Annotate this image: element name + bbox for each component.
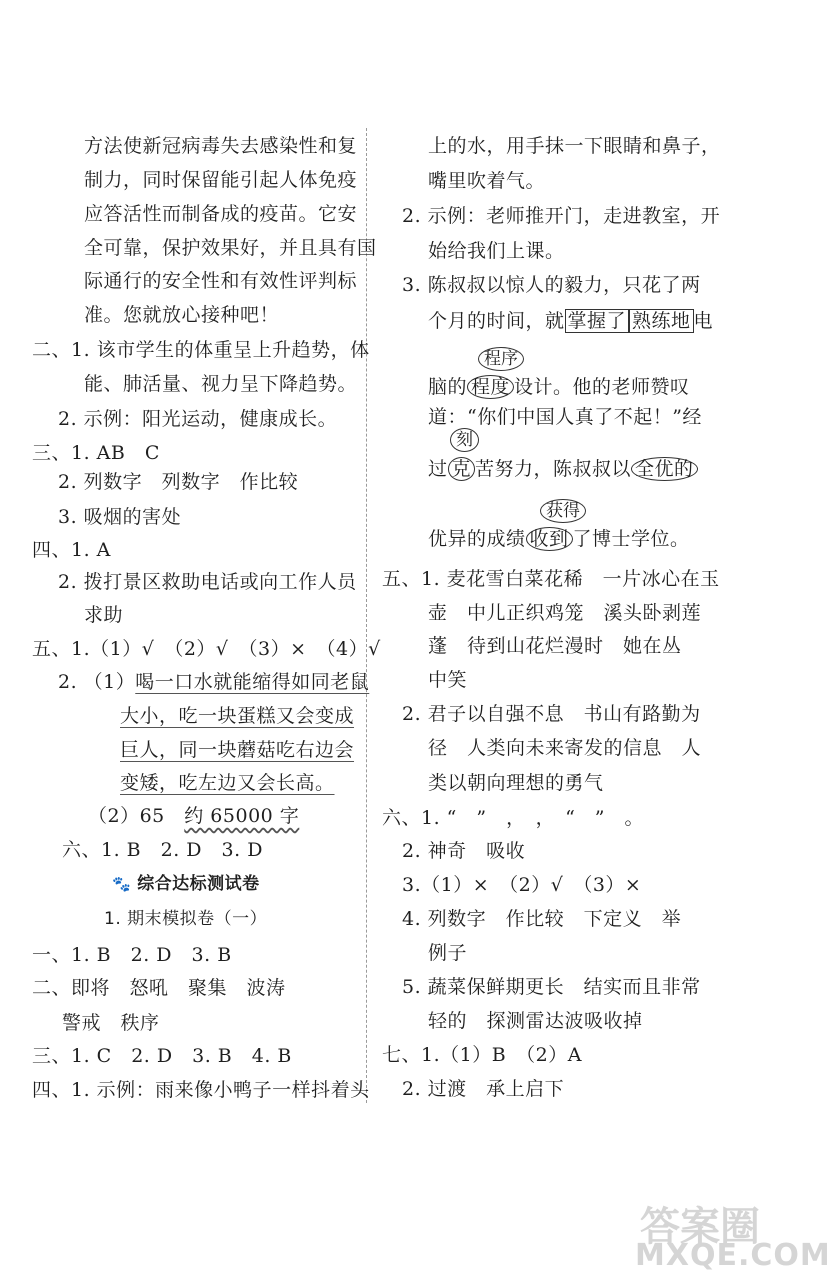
answer-line: 过 克 苦努力，陈叔叔以 全优的: [428, 456, 698, 482]
underlined-answer: 喝一口水就能缩得如同老鼠: [135, 671, 370, 693]
answer-part: （2）65: [88, 805, 185, 827]
answer-line: 嘴里吹着气。: [428, 170, 546, 192]
section-title: 🐾 综合达标测试卷: [112, 874, 260, 894]
answer-line: 警戒 秩序: [62, 1012, 160, 1034]
answer-line: 轻的 探测雷达波吸收掉: [428, 1010, 643, 1032]
answer-line: 能、肺活量、视力呈下降趋势。: [84, 373, 358, 395]
answer-line: 五、1. 麦花雪白菜花稀 一片冰心在玉: [382, 568, 720, 590]
circled-word: 全优的: [631, 457, 698, 481]
answer-line: 2. 神奇 吸收: [402, 840, 526, 862]
answer-line: 六、1. “ ” ， ， “ ” 。: [382, 807, 645, 829]
answer-line: 2. 示例：老师推开门，走进教室，开: [402, 205, 721, 227]
circled-word: 程度: [467, 375, 514, 399]
answer-line: 2. 示例：阳光运动，健康成长。: [58, 408, 338, 430]
underlined-answer: 变矮，吃左边又会长高。: [120, 772, 335, 794]
boxed-word: 熟练地: [629, 309, 694, 333]
answer-line: 个月的时间，就 掌握了 熟练地 电: [428, 310, 714, 332]
answer-line: 上的水，用手抹一下眼睛和鼻子，: [428, 135, 721, 157]
answer-line: 一、1. B 2. D 3. B: [32, 944, 232, 966]
answer-line: 三、1. C 2. D 3. B 4. B: [32, 1045, 292, 1067]
item-number: 2. （1）: [58, 671, 136, 693]
answer-line: 四、1. 示例：雨来像小鸭子一样抖着头: [32, 1079, 370, 1101]
circled-word: 克: [448, 457, 476, 481]
answer-line: [58, 669, 369, 695]
answer-line: 求助: [84, 604, 124, 626]
answer-line: 始给我们上课。: [428, 240, 565, 262]
watermark-logo: 答案圈: [640, 1204, 760, 1250]
answer-line: 际通行的安全性和有效性评判标: [84, 270, 358, 292]
answer-line: 2. 君子以自强不息 书山有路勤为: [402, 703, 701, 725]
boxed-word: 掌握了: [565, 309, 630, 333]
correction-annotation: 获得: [540, 499, 586, 523]
answer-line: 3. 陈叔叔以惊人的毅力，只花了两: [402, 274, 701, 296]
underlined-answer: 巨人，同一块蘑菇吃右边会: [120, 739, 355, 761]
answer-line: 例子: [428, 942, 468, 964]
answer-line: 4. 列数字 作比较 下定义 举: [402, 908, 682, 930]
answer-line: 道：“你们中国人真了不起！”经: [428, 406, 702, 428]
answer-line: 方法使新冠病毒失去感染性和复: [84, 135, 358, 157]
answer-line: 中笑: [428, 669, 468, 691]
answer-line: 准。您就放心接种吧！: [84, 304, 280, 326]
paw-icon: 🐾: [112, 875, 132, 893]
column-divider: [366, 128, 367, 1103]
answer-line: 四、1. A: [32, 539, 111, 561]
answer-line: 二、即将 怒吼 聚集 波涛: [32, 977, 286, 999]
answer-line: 3.（1）× （2）√ （3）×: [402, 874, 642, 896]
answer-line: 五、1.（1）√ （2）√ （3）× （4）√: [32, 638, 381, 660]
answer-line: 2. 过渡 承上启下: [402, 1078, 565, 1100]
exam-subtitle: 1. 期末模拟卷（一）: [104, 909, 268, 929]
answer-line: 5. 蔬菜保鲜期更长 结实而且非常: [402, 976, 701, 998]
answer-line: 三、1. AB C: [32, 442, 160, 464]
answer-line: 脑的 程度 设计。他的老师赞叹: [428, 376, 690, 398]
answer-line: 类以朝向理想的勇气: [428, 772, 604, 794]
underlined-answer: 大小，吃一块蛋糕又会变成: [120, 705, 355, 727]
circled-word: 收到: [526, 527, 573, 551]
answer-line: 2. 列数字 列数字 作比较: [58, 471, 299, 493]
answer-line: 蓬 待到山花烂漫时 她在丛: [428, 635, 682, 657]
answer-line: 制力，同时保留能引起人体免疫: [84, 169, 358, 191]
answer-line: 壶 中儿正织鸡笼 溪头卧剥莲: [428, 602, 702, 624]
correction-annotation: 程序: [478, 347, 524, 371]
answer-line: 全可靠，保护效果好，并且具有国: [84, 237, 377, 259]
answer-line: 优异的成绩 收到 了博士学位。: [428, 528, 690, 550]
wavy-underlined-answer: 约 65000 字: [184, 805, 300, 827]
answer-line: 六、1. B 2. D 3. D: [62, 839, 263, 861]
answer-line: 2. 拨打景区救助电话或向工作人员: [58, 571, 357, 593]
answer-line: 径 人类向未来寄发的信息 人: [428, 737, 702, 759]
correction-annotation: 刻: [450, 428, 479, 452]
answer-line: 二、1. 该市学生的体重呈上升趋势，体: [32, 339, 370, 361]
answer-line: [88, 803, 299, 829]
watermark-url: MXQE.COM: [635, 1238, 831, 1273]
answer-line: 应答活性而制备成的疫苗。它安: [84, 203, 358, 225]
answer-line: 七、1.（1）B （2）A: [382, 1044, 582, 1066]
answer-line: 3. 吸烟的害处: [58, 506, 182, 528]
